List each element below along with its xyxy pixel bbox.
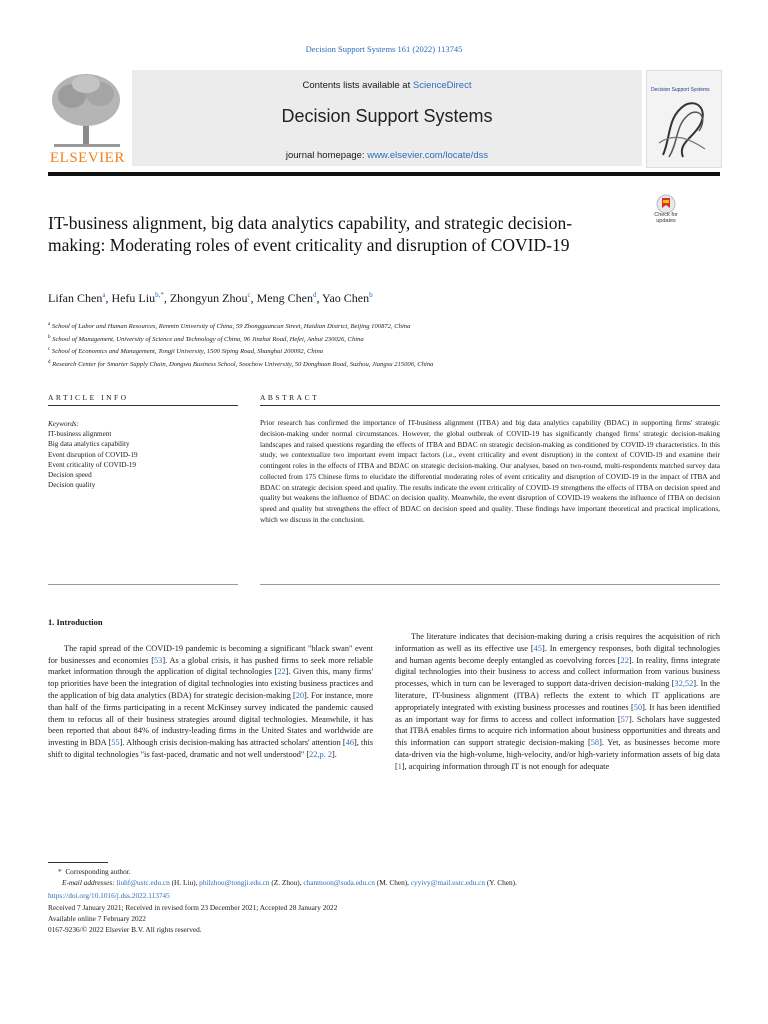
paragraph-text: ]. Although crisis decision-making has attracted scholars' attention [ [119, 738, 346, 748]
contents-line [132, 80, 642, 91]
paragraph-text: ]. In reality, firms integrate digital technologies into their business to access and collect information from various business processes, which in turn can be leveraged to support data-driven decision-making [ [395, 655, 720, 689]
email-owner: (M. Chen), [374, 878, 411, 888]
paragraph-text: ]. Scholars have suggested that ITBA enables firms to acquire rich information about business opportunities and threats and this information can support strategic decision-making [ [395, 714, 720, 748]
copyright-line: 0167-9236/© 2022 Elsevier B.V. All rights reserved. [48, 925, 202, 935]
reference-link[interactable]: 55 [111, 738, 120, 748]
affiliation-text: School of Economics and Management, Tongji University, 1500 Siping Road, Shanghai 200092, China [51, 348, 324, 356]
doi-link[interactable]: https://doi.org/10.1016/j.dss.2022.113745 [48, 891, 170, 901]
author-affiliation-marker[interactable]: c [247, 291, 251, 299]
paragraph-text: ]. [331, 749, 337, 759]
intro-paragraph-1 [48, 643, 373, 761]
email-label: E-mail addresses: [62, 878, 115, 888]
email-owner: (Z. Zhou), [269, 878, 304, 888]
info-bottom-divider [48, 584, 238, 585]
reference-link[interactable]: 50 [633, 702, 643, 712]
author-name[interactable]: Yao Chen [322, 291, 370, 305]
abstract-label: ABSTRACT [260, 393, 320, 402]
abstract-bottom-divider [260, 584, 720, 585]
section-heading: 1. Introduction [48, 617, 103, 627]
reference-link[interactable]: 1 [397, 761, 402, 771]
homepage-line [132, 150, 642, 161]
reference-link[interactable]: 22,p. 2 [309, 749, 332, 759]
paragraph-text: The literature indicates that decision-making during a crisis requires the acquisition of rich information as well as its effective use [ [395, 632, 720, 653]
reference-link[interactable]: 53 [154, 655, 163, 665]
reference-link[interactable]: 20 [295, 690, 305, 700]
author-affiliation-marker[interactable]: a [102, 291, 106, 299]
paragraph-text: ], acquiring information through IT is not enough for adequate [401, 761, 610, 771]
body-right-column [395, 631, 720, 773]
reference-link[interactable]: 57 [620, 714, 629, 724]
cover-title: Decision Support Systems [651, 87, 710, 93]
affiliation-item [48, 320, 720, 333]
journal-citation[interactable]: Decision Support Systems 161 (2022) 113745 [305, 44, 463, 54]
affiliation-item [48, 345, 720, 358]
keyword-item[interactable]: IT-business alignment [48, 430, 112, 439]
cover-artwork-icon [657, 97, 713, 161]
reference-link[interactable]: 46 [345, 738, 354, 748]
email-owner: (Y. Chen). [485, 878, 517, 888]
affiliation-text: School of Labor and Human Resources, Renmin University of China, 59 Zhongguancun Street, Haidian District, Beijing 100872, China [51, 323, 411, 331]
keyword-list [48, 429, 238, 490]
paragraph-text: ]. For instance, more than half of the firms participating in a recent McKinsey survey indicated the pandemic caused them to refocus all of their business strategies around digital technologies. Meanwhile, it has been reported that about 84% of industry-leading firms in the United States and worldwide are investing in BDA [ [48, 690, 373, 748]
affiliation-item [48, 358, 720, 371]
keyword-item[interactable]: Big data analytics capability [48, 440, 130, 449]
author-affiliation-marker[interactable]: d [312, 291, 317, 299]
keyword-item[interactable]: Event criticality of COVID-19 [48, 460, 137, 469]
affiliation-marker: d [48, 360, 51, 366]
author-name[interactable]: Zhongyun Zhou [169, 291, 248, 305]
available-online: Available online 7 February 2022 [48, 913, 146, 923]
paragraph-text: ], this shift to digital technologies "is fast-paced, dramatic and not well understood" [ [48, 738, 373, 759]
journal-cover-image[interactable] [646, 70, 722, 168]
intro-paragraph-2 [395, 631, 720, 773]
affiliation-text: Research Center for Smarter Supply Chain, Dongwu Business School, Soochow University, 50 Donghuan Road, Suzhou, Jiangsu 215006, China [52, 361, 434, 369]
abstract-divider [260, 405, 720, 406]
keyword-item[interactable]: Decision speed [48, 471, 92, 480]
author-name[interactable]: Hefu Liu [111, 291, 156, 305]
author-affiliation-marker[interactable]: b [369, 291, 373, 299]
article-info-divider [48, 405, 238, 406]
corresponding-note: * Corresponding author. [58, 867, 131, 876]
footnotes [48, 866, 720, 935]
check-for-updates-label[interactable]: Check for updates [654, 212, 678, 224]
sciencedirect-link[interactable]: ScienceDirect [412, 80, 472, 91]
reference-link[interactable]: 45 [533, 643, 542, 653]
reference-link[interactable]: 32,52 [674, 679, 694, 689]
author-affiliation-marker[interactable]: b,* [155, 291, 164, 299]
masthead-divider [48, 172, 720, 176]
keyword-item[interactable]: Decision quality [48, 481, 96, 490]
paragraph-text: The rapid spread of the COVID-19 pandemic is becoming a significant "black swan" event for businesses and economies [ [48, 643, 373, 665]
received-dates: Received 7 January 2021; Received in revised form 23 December 2021; Accepted 28 January 2022 [48, 902, 338, 912]
paragraph-text: ]. It has been identified as an important way for firms to access and collect information [ [395, 702, 721, 724]
contents-prefix: Contents lists available at [302, 80, 413, 91]
paragraph-text: ]. In emergency responses, both digital technologies and human agents become deeply entangled as coevolving forces [ [395, 643, 721, 665]
abstract-text: Prior research has confirmed the importance of IT-business alignment (ITBA) and big data analytics capability (BDAC) in supporting firms' strategic decision-making under normal circumstances. However, the global outbreak of COVID-19 has significantly changed firms' strategic decision-making landscapes and raised questions regarding the effects of ITBA and BDAC on strategic decision-making as conditioned by COVID-19 characteristics. In this study, we contextualize two important event impact factors (i.e., event criticality and event disruption) in the context of COVID-19 and examine their contingent roles in the effects of ITBA and BDAC on strategic decision-making. Our analyses, based on two-round, multi-respondents matched survey data collected from 175 Chinese firms to elucidate the differential moderating roles of event criticality and disruption of COVID-19 in the impact of ITBA and BDAC on strategic decision speed and quality. The results indicate the event criticality of COVID-19 strengthens the effects of ITBA on decision speed and quality but weakens the influence of BDAC on decision quality. Meanwhile, the event disruption of COVID-19 weakens the influence of ITBA on decision speed and quality but strengthens the effect of BDAC on decision speed and quality. These findings have important theoretical and practical implications, which we discuss in the conclusion. [260, 418, 720, 524]
article-info-label: ARTICLE INFO [48, 393, 129, 402]
journal-masthead [48, 70, 720, 170]
body-left-column [48, 617, 373, 761]
journal-info-box [132, 70, 642, 166]
paragraph-text: ]. Yet, as businesses become more data-driven via the high-volume, high-velocity, and/or high-variety information assets of big data [ [395, 738, 720, 771]
author-name[interactable]: Meng Chen [256, 291, 313, 305]
affiliation-text: School of Management, University of Science and Technology of China, 96 Jinzhai Road, Hefei, Anhui 230026, China [52, 335, 364, 343]
email-link[interactable]: chanmoon@suda.edu.cn [303, 878, 375, 888]
affiliation-marker: b [48, 334, 51, 340]
paragraph-text: ]. As a global crisis, it has pushed firms to seek more reliable market information through the application of digital technologies [ [48, 655, 373, 677]
affiliation-marker: a [48, 322, 51, 327]
reference-link[interactable]: 58 [590, 738, 600, 748]
homepage-prefix: journal homepage: [285, 150, 368, 161]
keyword-item[interactable]: Event disruption of COVID-19 [48, 450, 138, 459]
email-link[interactable]: cyyivy@mail.ustc.edu.cn [410, 878, 486, 888]
affiliation-item [48, 333, 720, 346]
journal-title: Decision Support Systems [281, 106, 493, 126]
paragraph-text: ]. Given this, many firms' top priorities have been the integration of digital technologies into existing business practices and the application of big data analytics (BDA) for strategic decision-making [ [48, 667, 373, 700]
email-addresses [48, 877, 720, 888]
keywords-label: Keywords: [48, 420, 79, 428]
affiliation-marker: c [48, 347, 51, 353]
publisher-wordmark: ELSEVIER [50, 150, 125, 166]
keywords-block [48, 419, 238, 490]
footnote-divider [48, 862, 108, 863]
author-name[interactable]: Lifan Chen [48, 291, 103, 305]
reference-link[interactable]: 22 [620, 655, 629, 665]
email-link[interactable]: liuhf@ustc.edu.cn [116, 878, 170, 888]
reference-link[interactable]: 22 [277, 667, 286, 677]
author-list: Lifan Chen$^a$, Hefu Liu$^{b,*}$, Zhongyun Zhou$^c$, Meng Chen$^d$, Yao Chen$^b$ [48, 291, 373, 305]
email-owner: (H. Liu), [169, 878, 200, 888]
email-link[interactable]: philzhou@tongji.edu.cn [199, 878, 270, 888]
homepage-link[interactable]: www.elsevier.com/locate/dss [367, 150, 489, 161]
article-title: IT-business alignment, big data analytics capability, and strategic decision-making: Moderating roles of event criticality and disruption of COVID-19 [48, 213, 573, 255]
paragraph-text: ]. In the literature, IT-business alignment (ITBA) reflects the extent to which IT applications are appropriately integrated with existing business processes and routines [ [395, 679, 720, 712]
affiliation-list [48, 320, 720, 371]
